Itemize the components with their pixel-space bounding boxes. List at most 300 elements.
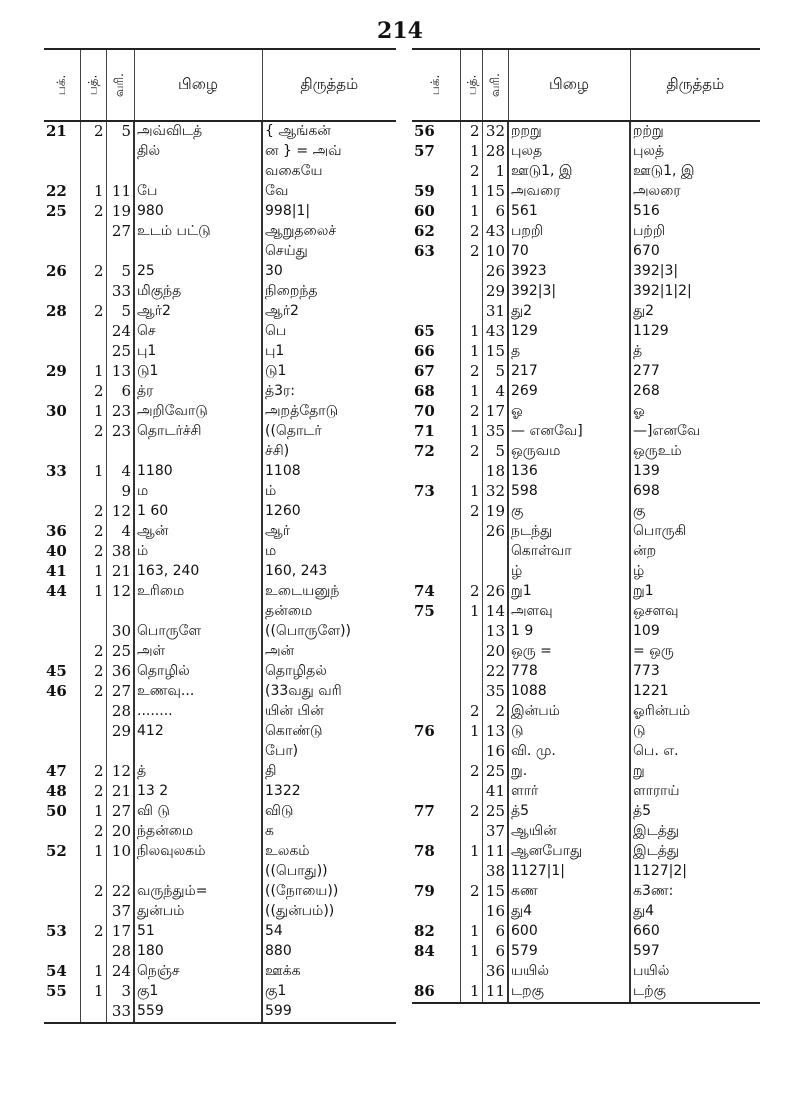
error-cell: பறறி [508, 222, 630, 242]
column-cell: 2 [80, 542, 106, 562]
correction-cell: 30 [262, 262, 396, 282]
column-cell: 2 [80, 762, 106, 782]
line-cell: 33 [106, 1002, 134, 1023]
column-cell [460, 662, 482, 682]
correction-cell: 698 [630, 482, 760, 502]
correction-cell: 160, 243 [262, 562, 396, 582]
errata-row [412, 602, 760, 622]
column-cell [80, 162, 106, 182]
column-cell: 1 [80, 982, 106, 1002]
page-number: 214 [377, 18, 423, 44]
page-cell: 45 [46, 662, 67, 680]
page-cell: 57 [414, 142, 435, 160]
error-cell [134, 442, 262, 462]
page-cell [412, 302, 460, 322]
column-cell [460, 682, 482, 702]
line-cell: 6 [482, 942, 508, 962]
column-cell: 1 [80, 962, 106, 982]
errata-row [44, 642, 396, 662]
page-cell: 73 [414, 482, 435, 500]
page-cell: 54 [46, 962, 67, 980]
error-cell: 600 [508, 922, 630, 942]
errata-row [412, 982, 760, 1003]
line-cell: 25 [482, 802, 508, 822]
column-cell [460, 462, 482, 482]
errata-row [412, 182, 760, 202]
errata-row [44, 942, 396, 962]
correction-cell: றற்று [630, 121, 760, 142]
line-cell: 31 [482, 302, 508, 322]
errata-row [44, 522, 396, 542]
column-cell: 2 [80, 522, 106, 542]
page-cell [44, 702, 80, 722]
correction-cell: ஆர் [262, 522, 396, 542]
column-cell: 2 [460, 222, 482, 242]
errata-row [44, 162, 396, 182]
column-cell: 1 [460, 322, 482, 342]
errata-row [44, 842, 396, 862]
errata-row [412, 722, 760, 742]
correction-cell: 516 [630, 202, 760, 222]
column-cell [460, 282, 482, 302]
column-cell: 1 [460, 722, 482, 742]
correction-cell: ஒருஉம் [630, 442, 760, 462]
page-cell: 22 [46, 182, 67, 200]
correction-cell: ஊடு1, இ [630, 162, 760, 182]
correction-cell: { ஆங்கன் [262, 121, 396, 142]
page-cell: 66 [414, 342, 435, 360]
column-cell: 1 [460, 182, 482, 202]
correction-cell: டற்கு [630, 982, 760, 1003]
errata-row [44, 502, 396, 522]
column-cell: 1 [80, 802, 106, 822]
column-cell: 1 [80, 562, 106, 582]
column-cell: 1 [460, 202, 482, 222]
page-cell [412, 702, 460, 722]
errata-row [412, 702, 760, 722]
page-cell [412, 462, 460, 482]
column-cell: 2 [80, 822, 106, 842]
correction-cell: ((துன்பம்)) [262, 902, 396, 922]
column-cell: 1 [80, 842, 106, 862]
error-cell: ஆர்2 [134, 302, 262, 322]
column-cell: 2 [80, 642, 106, 662]
page-cell [412, 622, 460, 642]
correction-cell: தி [262, 762, 396, 782]
line-cell: 5 [482, 442, 508, 462]
column-cell: 2 [80, 662, 106, 682]
line-cell: 17 [482, 402, 508, 422]
correction-cell: 54 [262, 922, 396, 942]
line-cell: 25 [106, 642, 134, 662]
error-cell: உணவு... [134, 682, 262, 702]
correction-cell: ஓ [630, 402, 760, 422]
line-cell: 11 [482, 842, 508, 862]
correction-cell: 268 [630, 382, 760, 402]
page-cell [412, 822, 460, 842]
error-cell: கொள்வா [508, 542, 630, 562]
error-cell [134, 242, 262, 262]
page-cell: 71 [414, 422, 435, 440]
page-cell [412, 542, 460, 562]
errata-row [412, 162, 760, 182]
errata-row [412, 262, 760, 282]
error-cell: தொடர்ச்சி [134, 422, 262, 442]
errata-row [412, 882, 760, 902]
error-cell: 13 2 [134, 782, 262, 802]
page-cell: 41 [46, 562, 67, 580]
correction-cell: த்3ர: [262, 382, 396, 402]
errata-row [412, 342, 760, 362]
error-cell: நெஞ்ச [134, 962, 262, 982]
correction-cell: கு [630, 502, 760, 522]
page-cell [44, 1002, 80, 1023]
correction-cell: க [262, 822, 396, 842]
correction-cell: கொண்டு [262, 722, 396, 742]
line-cell: 20 [106, 822, 134, 842]
page-cell: 74 [414, 582, 435, 600]
correction-cell: (33வது வரி [262, 682, 396, 702]
page-cell: 60 [414, 202, 435, 220]
page-cell: 30 [46, 402, 67, 420]
correction-cell: ஊக்க [262, 962, 396, 982]
correction-cell: 599 [262, 1002, 396, 1023]
correction-cell: நிறைந்த [262, 282, 396, 302]
error-cell: ளார் [508, 782, 630, 802]
line-cell: 13 [482, 722, 508, 742]
line-cell: 36 [106, 662, 134, 682]
line-cell: 13 [106, 362, 134, 382]
line-cell [106, 742, 134, 762]
correction-cell: வகையே [262, 162, 396, 182]
page-cell: 86 [412, 982, 460, 1003]
page-cell [44, 222, 80, 242]
errata-row [412, 242, 760, 262]
error-cell: ஓ [508, 402, 630, 422]
errata-row [44, 602, 396, 622]
column-cell [460, 522, 482, 542]
column-cell [80, 1002, 106, 1023]
errata-row [44, 622, 396, 642]
column-cell: 2 [460, 762, 482, 782]
correction-cell: = ஒரு [630, 642, 760, 662]
correction-cell: 998|1| [262, 202, 396, 222]
header-correction: திருத்தம் [262, 49, 396, 121]
correction-cell: வே [262, 182, 396, 202]
column-cell: 1 [460, 482, 482, 502]
line-cell: 5 [106, 121, 134, 142]
column-cell [80, 322, 106, 342]
column-cell: 2 [80, 202, 106, 222]
error-cell: 129 [508, 322, 630, 342]
errata-row [44, 302, 396, 322]
column-cell [80, 142, 106, 162]
page-cell: 21 [46, 122, 67, 140]
column-cell: 1 [460, 842, 482, 862]
page-cell: 33 [46, 462, 67, 480]
line-cell: 15 [482, 342, 508, 362]
line-cell: 37 [482, 822, 508, 842]
correction-cell: புலத் [630, 142, 760, 162]
errata-row [412, 382, 760, 402]
errata-row [412, 942, 760, 962]
correction-cell: ளாராய் [630, 782, 760, 802]
page-cell: 36 [46, 522, 67, 540]
errata-row [44, 542, 396, 562]
error-cell: அவ்விடத் [134, 121, 262, 142]
error-cell: 1127|1| [508, 862, 630, 882]
errata-row [44, 142, 396, 162]
error-cell: 3923 [508, 262, 630, 282]
errata-row [44, 582, 396, 602]
page-cell [44, 142, 80, 162]
error-cell: த் [134, 762, 262, 782]
line-cell [106, 862, 134, 882]
errata-row [44, 882, 396, 902]
page-cell [412, 782, 460, 802]
correction-cell: ன } = அவ் [262, 142, 396, 162]
column-cell [80, 862, 106, 882]
error-cell: 163, 240 [134, 562, 262, 582]
error-cell: கு1 [134, 982, 262, 1002]
page-cell: 52 [46, 842, 67, 860]
column-cell: 2 [80, 502, 106, 522]
column-cell [460, 622, 482, 642]
column-cell: 2 [460, 242, 482, 262]
column-cell: 2 [80, 422, 106, 442]
error-cell: ழ் [508, 562, 630, 582]
error-cell: 70 [508, 242, 630, 262]
error-cell [134, 742, 262, 762]
page-cell: 40 [46, 542, 67, 560]
page-cell: 68 [414, 382, 435, 400]
line-cell: 33 [106, 282, 134, 302]
errata-row [412, 802, 760, 822]
error-cell: பொருளே [134, 622, 262, 642]
correction-cell: 392|1|2| [630, 282, 760, 302]
page-cell: 79 [414, 882, 435, 900]
header-page: பக். [44, 49, 80, 121]
column-cell [80, 622, 106, 642]
correction-cell: 597 [630, 942, 760, 962]
page-cell [44, 502, 80, 522]
page-cell [44, 822, 80, 842]
page-cell: 75 [414, 602, 435, 620]
correction-cell: 880 [262, 942, 396, 962]
correction-cell: ன்ற [630, 542, 760, 562]
correction-cell: இடத்து [630, 822, 760, 842]
errata-row [44, 222, 396, 242]
correction-cell: அன் [262, 642, 396, 662]
column-cell: 1 [80, 362, 106, 382]
page-cell: 63 [414, 242, 435, 260]
error-cell: கண [508, 882, 630, 902]
column-cell [460, 962, 482, 982]
page-cell: 53 [46, 922, 67, 940]
column-cell [80, 242, 106, 262]
correction-cell: பற்றி [630, 222, 760, 242]
line-cell: 28 [482, 142, 508, 162]
line-cell: 16 [482, 742, 508, 762]
column-cell: 1 [460, 142, 482, 162]
page-cell [412, 902, 460, 922]
correction-cell: ஒசளவு [630, 602, 760, 622]
column-cell: 2 [80, 682, 106, 702]
page-cell: 84 [414, 942, 435, 960]
page-cell [412, 502, 460, 522]
error-cell: 1180 [134, 462, 262, 482]
error-cell: ம [134, 482, 262, 502]
page-cell: 50 [46, 802, 67, 820]
correction-cell: 1127|2| [630, 862, 760, 882]
line-cell: 38 [106, 542, 134, 562]
column-cell: 2 [80, 782, 106, 802]
page-cell [412, 562, 460, 582]
column-cell: 1 [460, 922, 482, 942]
page-cell: 72 [414, 442, 435, 460]
column-cell [80, 342, 106, 362]
errata-row [412, 782, 760, 802]
correction-cell: தொழிதல் [262, 662, 396, 682]
column-cell [460, 262, 482, 282]
errata-row [44, 562, 396, 582]
error-cell: நடந்து [508, 522, 630, 542]
correction-cell: ச்சி) [262, 442, 396, 462]
error-cell: ஒரு = [508, 642, 630, 662]
page-cell [412, 682, 460, 702]
column-cell [80, 702, 106, 722]
line-cell: 12 [106, 502, 134, 522]
column-cell [460, 742, 482, 762]
column-cell: 2 [460, 582, 482, 602]
errata-row [44, 202, 396, 222]
line-cell: 27 [106, 222, 134, 242]
page-cell: 77 [414, 802, 435, 820]
correction-cell: அறத்தோடு [262, 402, 396, 422]
errata-row [44, 782, 396, 802]
line-cell: 6 [482, 922, 508, 942]
column-cell: 1 [80, 462, 106, 482]
error-cell: 1088 [508, 682, 630, 702]
errata-row [412, 642, 760, 662]
line-cell: 6 [106, 382, 134, 402]
page-cell [412, 662, 460, 682]
correction-cell: 773 [630, 662, 760, 682]
page-cell [44, 422, 80, 442]
line-cell: 32 [482, 121, 508, 142]
error-cell: அளவு [508, 602, 630, 622]
page-cell [44, 642, 80, 662]
correction-cell: பொருகி [630, 522, 760, 542]
page-cell [44, 622, 80, 642]
error-cell: ஆன் [134, 522, 262, 542]
error-cell: து2 [508, 302, 630, 322]
line-cell: 5 [106, 302, 134, 322]
error-cell: புலத [508, 142, 630, 162]
page-cell: 47 [46, 762, 67, 780]
column-cell [460, 562, 482, 582]
error-cell: 561 [508, 202, 630, 222]
page-cell [44, 882, 80, 902]
errata-row [412, 142, 760, 162]
errata-row [412, 402, 760, 422]
correction-cell: து2 [630, 302, 760, 322]
line-cell: 11 [106, 182, 134, 202]
column-cell: 1 [460, 382, 482, 402]
error-cell: த்5 [508, 802, 630, 822]
correction-cell: க3ண: [630, 882, 760, 902]
column-cell: 1 [460, 602, 482, 622]
correction-cell: ழ் [630, 562, 760, 582]
correction-cell: பெ. எ. [630, 742, 760, 762]
column-cell: 2 [80, 922, 106, 942]
errata-row [44, 922, 396, 942]
error-cell: மிகுந்த [134, 282, 262, 302]
page-cell: 59 [414, 182, 435, 200]
line-cell [106, 142, 134, 162]
correction-cell: போ) [262, 742, 396, 762]
error-cell: யயில் [508, 962, 630, 982]
column-cell [80, 442, 106, 462]
correction-cell: பு1 [262, 342, 396, 362]
errata-row [44, 242, 396, 262]
column-cell [80, 942, 106, 962]
correction-cell: ((பொது)) [262, 862, 396, 882]
errata-row [412, 682, 760, 702]
correction-cell: அலரை [630, 182, 760, 202]
error-cell: 51 [134, 922, 262, 942]
column-cell: 2 [460, 802, 482, 822]
column-cell: 2 [80, 121, 106, 142]
column-cell: 1 [80, 402, 106, 422]
error-cell: 598 [508, 482, 630, 502]
column-cell: 1 [80, 182, 106, 202]
errata-row [44, 262, 396, 282]
error-cell: ஒருவம [508, 442, 630, 462]
error-cell: உரிமை [134, 582, 262, 602]
correction-cell: 1108 [262, 462, 396, 482]
correction-cell: ம [262, 542, 396, 562]
column-cell: 2 [460, 702, 482, 722]
line-cell [106, 602, 134, 622]
errata-row [412, 962, 760, 982]
line-cell [106, 442, 134, 462]
error-cell: வி டு [134, 802, 262, 822]
correction-cell: த்5 [630, 802, 760, 822]
line-cell: 36 [482, 962, 508, 982]
column-cell: 2 [460, 162, 482, 182]
page-cell [44, 282, 80, 302]
page-cell [44, 602, 80, 622]
column-cell: 1 [460, 342, 482, 362]
correction-cell: 277 [630, 362, 760, 382]
column-cell: 1 [460, 422, 482, 442]
line-cell: 35 [482, 422, 508, 442]
line-cell: 26 [482, 522, 508, 542]
line-cell: 24 [106, 962, 134, 982]
page-cell [44, 162, 80, 182]
errata-row [44, 742, 396, 762]
correction-cell: 1129 [630, 322, 760, 342]
line-cell: 26 [482, 582, 508, 602]
line-cell: 10 [482, 242, 508, 262]
errata-row [44, 322, 396, 342]
error-cell: வருந்தும்= [134, 882, 262, 902]
header-column: பத். [460, 49, 482, 121]
page-cell: 44 [46, 582, 67, 600]
page-cell: 55 [46, 982, 67, 1000]
correction-cell: று [630, 762, 760, 782]
